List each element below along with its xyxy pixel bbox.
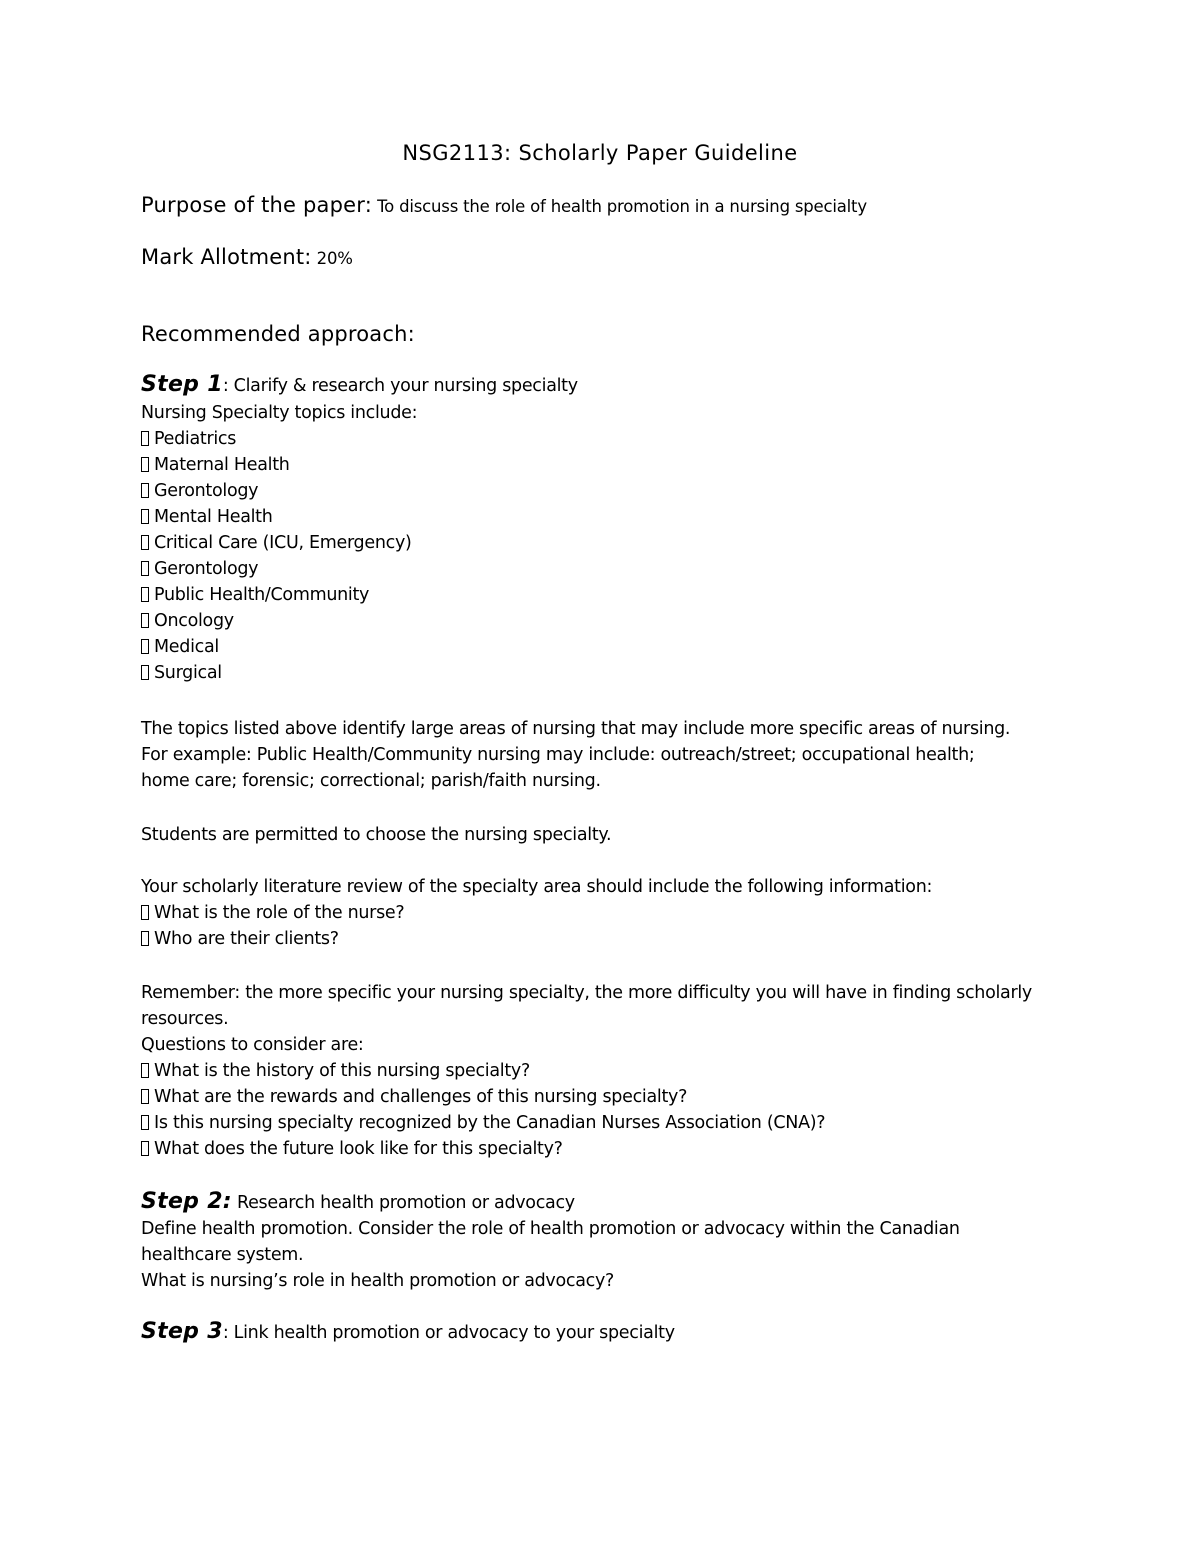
- list-item: Pediatrics: [141, 426, 417, 452]
- list-item: Gerontology: [141, 478, 417, 504]
- choice-note: Students are permitted to choose the nursing specialty.: [141, 825, 612, 845]
- list-item: Gerontology: [141, 556, 417, 582]
- missing-glyph-icon: [141, 931, 149, 946]
- missing-glyph-icon: [141, 1063, 149, 1078]
- missing-glyph-icon: [141, 905, 149, 920]
- missing-glyph-icon: [141, 483, 149, 498]
- step2-body: [141, 1216, 960, 1294]
- missing-glyph-icon: [141, 561, 149, 576]
- review-block: [141, 874, 932, 952]
- purpose-line: [141, 192, 867, 220]
- paragraph-line: healthcare system.: [141, 1245, 304, 1265]
- step3-label: Step 3: [141, 1319, 223, 1344]
- missing-glyph-icon: [141, 1115, 149, 1130]
- review-intro: Your scholarly literature review of the specialty area should include the following information:: [141, 877, 933, 897]
- mark-value: 20%: [316, 249, 353, 268]
- paragraph-line: Define health promotion. Consider the role of health promotion or advocacy within the Canadian: [141, 1219, 960, 1239]
- step3-heading: [141, 1319, 675, 1346]
- purpose-text: To discuss the role of health promotion in a nursing specialty: [377, 197, 867, 216]
- step1-heading: [141, 372, 578, 399]
- step1-label: Step 1: [141, 372, 223, 397]
- questions-intro: Questions to consider are:: [141, 1035, 364, 1055]
- document-title: NSG2113: Scholarly Paper Guideline: [402, 141, 798, 165]
- list-item: Oncology: [141, 608, 417, 634]
- list-item: Surgical: [141, 660, 417, 686]
- list-item: Is this nursing specialty recognized by the Canadian Nurses Association (CNA)?: [141, 1110, 1032, 1136]
- list-item: Mental Health: [141, 504, 417, 530]
- step1-topics-block: [141, 400, 417, 686]
- missing-glyph-icon: [141, 457, 149, 472]
- list-item: What is the role of the nurse?: [141, 900, 932, 926]
- questions-block: [141, 980, 1032, 1162]
- list-item: Medical: [141, 634, 417, 660]
- list-item: What does the future look like for this specialty?: [141, 1136, 1032, 1162]
- step3-title: : Link health promotion or advocacy to your specialty: [222, 1323, 675, 1343]
- paragraph-line: For example: Public Health/Community nursing may include: outreach/street; occupational health;: [141, 745, 975, 765]
- topics-intro: Nursing Specialty topics include:: [141, 403, 418, 423]
- list-item: What is the history of this nursing specialty?: [141, 1058, 1032, 1084]
- approach-heading: Recommended approach:: [141, 322, 415, 346]
- missing-glyph-icon: [141, 639, 149, 654]
- mark-label: Mark Allotment:: [141, 245, 312, 269]
- mark-line: [141, 244, 353, 272]
- missing-glyph-icon: [141, 431, 149, 446]
- list-item: What are the rewards and challenges of this nursing specialty?: [141, 1084, 1032, 1110]
- missing-glyph-icon: [141, 587, 149, 602]
- step1-title: : Clarify & research your nursing specialty: [222, 376, 578, 396]
- list-item: Public Health/Community: [141, 582, 417, 608]
- step2-title: Research health promotion or advocacy: [237, 1193, 575, 1213]
- step2-heading: [141, 1189, 575, 1216]
- missing-glyph-icon: [141, 665, 149, 680]
- missing-glyph-icon: [141, 613, 149, 628]
- purpose-label: Purpose of the paper:: [141, 193, 372, 217]
- missing-glyph-icon: [141, 1141, 149, 1156]
- step2-label: Step 2:: [141, 1189, 232, 1214]
- missing-glyph-icon: [141, 509, 149, 524]
- missing-glyph-icon: [141, 1089, 149, 1104]
- missing-glyph-icon: [141, 535, 149, 550]
- paragraph-line: resources.: [141, 1009, 229, 1029]
- paragraph-line: The topics listed above identify large areas of nursing that may include more specific areas of nursing.: [141, 719, 1011, 739]
- list-item: Maternal Health: [141, 452, 417, 478]
- paragraph-line: What is nursing’s role in health promotion or advocacy?: [141, 1271, 615, 1291]
- list-item: Who are their clients?: [141, 926, 932, 952]
- paragraph-line: home care; forensic; correctional; parish/faith nursing.: [141, 771, 601, 791]
- list-item: Critical Care (ICU, Emergency): [141, 530, 417, 556]
- paragraph-line: Remember: the more specific your nursing specialty, the more difficulty you will have in finding scholarly: [141, 983, 1032, 1003]
- topics-explanation: [141, 716, 1010, 794]
